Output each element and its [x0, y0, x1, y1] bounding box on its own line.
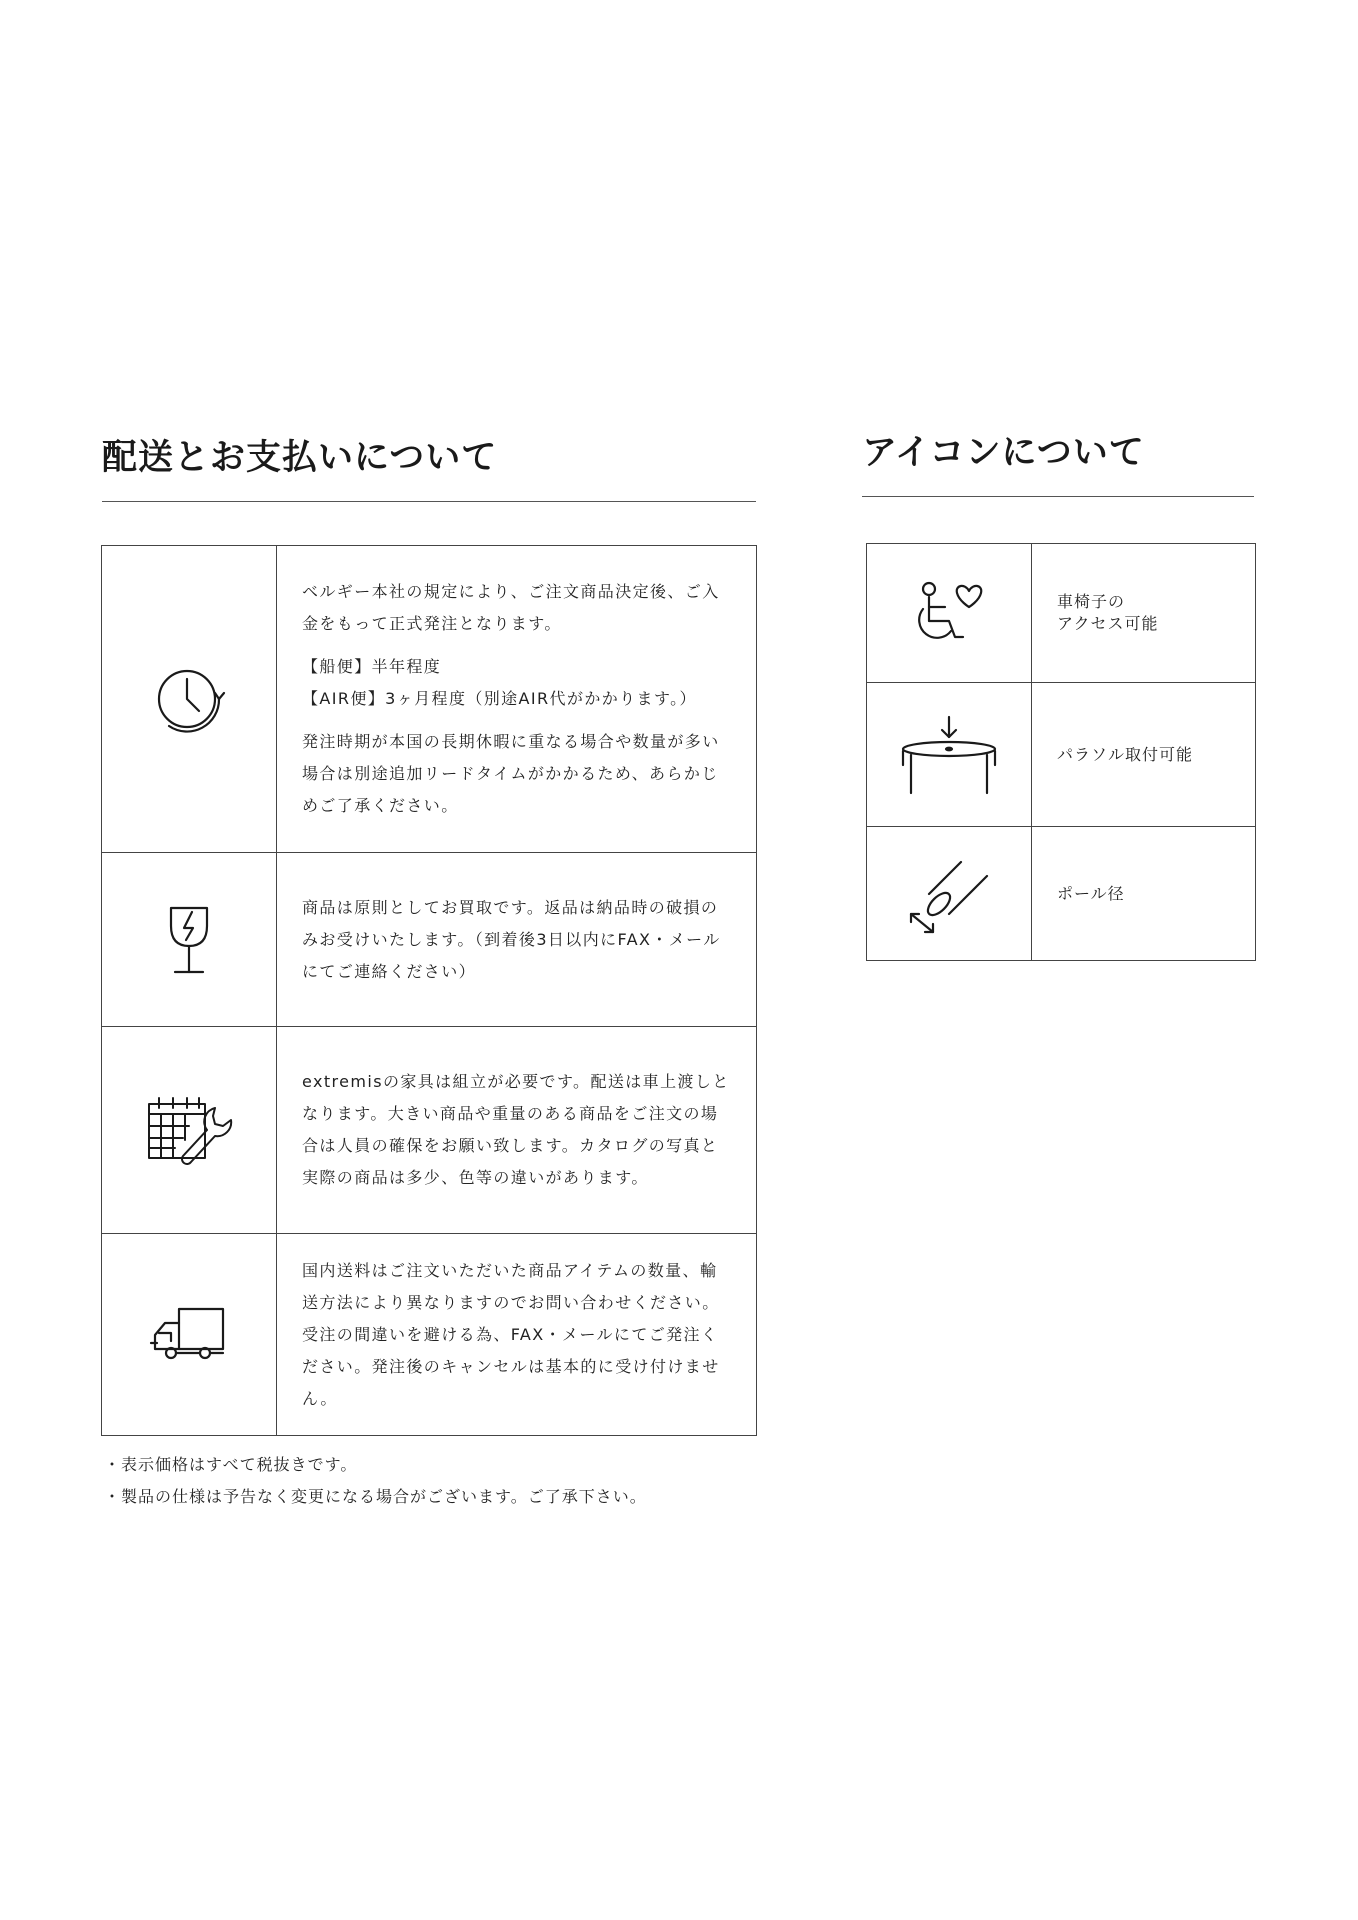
icon-legend-row-pole-icon-cell: [867, 827, 1032, 960]
lead-time-note: 発注時期が本国の長期休暇に重なる場合や数量が多い場合は別途追加リードタイムがかかるため、あらかじめご了承ください。: [302, 732, 720, 815]
delivery-row-assembly-text: [276, 1027, 756, 1233]
calendar-wrench-icon: [143, 1090, 235, 1170]
shipping-air-text: 【AIR便】3ヶ月程度（別途AIR代がかかります。）: [302, 689, 697, 708]
icon-legend-row-pole-text: [1031, 827, 1255, 960]
icon-legend-row-pole: [867, 826, 1255, 960]
fragile-glass-icon: [159, 900, 219, 980]
delivery-row-returns: [102, 852, 756, 1026]
footnote-tax: ・表示価格はすべて税抜きです。: [104, 1455, 358, 1474]
delivery-section-title: 配送とお支払いについて: [102, 438, 498, 478]
delivery-info-table: [101, 545, 757, 1436]
delivery-row-shipping-fee: [102, 1233, 756, 1435]
icons-section-title: アイコンについて: [862, 433, 1145, 473]
assembly-policy-text: extremisの家具は組立が必要です。配送は車上渡しとなります。大きい商品や重量のある商品をご注文の場合は人員の確保をお願い致します。カタログの写真と実際の商品は多少、色等の違いがあります。: [302, 1072, 730, 1187]
parasol-mount-label: パラソル取付可能: [1057, 744, 1194, 764]
icon-legend-row-parasol-icon-cell: [867, 683, 1032, 826]
icon-legend-row-parasol-text: [1031, 683, 1255, 826]
pole-diameter-label: ポール径: [1057, 883, 1125, 903]
delivery-row-order-icon-cell: [102, 546, 277, 852]
delivery-row-returns-text: [276, 853, 756, 1026]
icon-legend-row-parasol: [867, 682, 1255, 826]
icon-legend-row-wheelchair-icon-cell: [867, 544, 1032, 682]
delivery-row-order: [102, 546, 756, 852]
shipping-sea-text: 【船便】半年程度: [302, 657, 442, 676]
wheelchair-access-label: 車椅子の アクセス可能: [1057, 592, 1159, 633]
icon-legend-row-wheelchair-text: [1031, 544, 1255, 682]
icon-legend-row-wheelchair: [867, 544, 1255, 682]
delivery-row-returns-icon-cell: [102, 853, 277, 1026]
pole-diameter-icon: [907, 852, 991, 936]
delivery-title-divider: [102, 501, 756, 502]
icon-legend-table: [866, 543, 1256, 961]
footnote-spec-change: ・製品の仕様は予告なく変更になる場合がございます。ご了承下さい。: [104, 1487, 647, 1506]
order-policy-text: ベルギー本社の規定により、ご注文商品決定後、ご入金をもって正式発注となります。: [302, 582, 720, 633]
shipping-fee-text: 国内送料はご注文いただいた商品アイテムの数量、輸送方法により異なりますのでお問い合わせください。受注の間違いを避ける為、FAX・メールにてご発注ください。発注後のキャンセルは基本的に受け付けません。: [302, 1260, 720, 1408]
clock-refresh-icon: [149, 659, 229, 739]
delivery-row-assembly-icon-cell: [102, 1027, 277, 1233]
delivery-row-shipping-fee-text: [276, 1234, 756, 1435]
parasol-table-icon: [897, 715, 1001, 795]
footnotes: [104, 1449, 647, 1513]
delivery-row-shipping-fee-icon-cell: [102, 1234, 277, 1435]
icons-title-divider: [862, 496, 1254, 497]
delivery-truck-icon: [149, 1303, 229, 1367]
returns-policy-text: 商品は原則としてお買取です。返品は納品時の破損のみお受けいたします。（到着後3日以内にFAX・メールにてご連絡ください）: [302, 897, 721, 981]
wheelchair-heart-icon: [913, 577, 985, 649]
delivery-row-order-text: [276, 546, 756, 852]
delivery-row-assembly: [102, 1026, 756, 1233]
